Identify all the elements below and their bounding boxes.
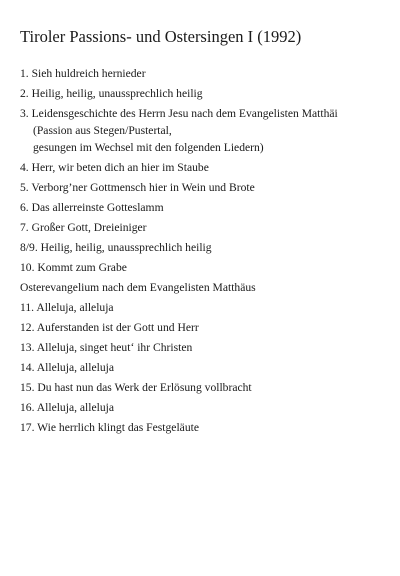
list-item: 12. Auferstanden ist der Gott und Herr xyxy=(20,321,199,334)
list-item-note: (Passion aus Stegen/Pustertal, xyxy=(33,124,172,137)
section-heading: Osterevangelium nach dem Evangelisten Matthäus xyxy=(20,281,256,294)
list-item: 2. Heilig, heilig, unaussprechlich heilig xyxy=(20,87,203,100)
list-item: 1. Sieh huldreich hernieder xyxy=(20,67,146,80)
program-list xyxy=(20,64,390,438)
list-item: 4. Herr, wir beten dich an hier im Staube xyxy=(20,161,209,174)
page-title: Tiroler Passions- und Ostersingen I (1992) xyxy=(20,27,302,46)
list-item: 6. Das allerreinste Gotteslamm xyxy=(20,201,164,214)
list-item: 13. Alleluja, singet heut‘ ihr Christen xyxy=(20,341,193,354)
list-item: 3. Leidensgeschichte des Herrn Jesu nach dem Evangelisten Matthäi xyxy=(20,107,338,120)
list-item: 7. Großer Gott, Dreieiniger xyxy=(20,221,147,234)
list-item: 11. Alleluja, alleluja xyxy=(20,301,114,314)
list-item: 16. Alleluja, alleluja xyxy=(20,401,115,414)
list-item: 5. Verborg’ner Gottmensch hier in Wein und Brote xyxy=(20,181,255,194)
list-item: 10. Kommt zum Grabe xyxy=(20,261,127,274)
list-item-note: gesungen im Wechsel mit den folgenden Liedern) xyxy=(33,141,264,154)
list-item: 8/9. Heilig, heilig, unaussprechlich heilig xyxy=(20,241,212,254)
list-item: 17. Wie herrlich klingt das Festgeläute xyxy=(20,421,199,434)
list-item: 15. Du hast nun das Werk der Erlösung vollbracht xyxy=(20,381,252,394)
list-item: 14. Alleluja, alleluja xyxy=(20,361,115,374)
